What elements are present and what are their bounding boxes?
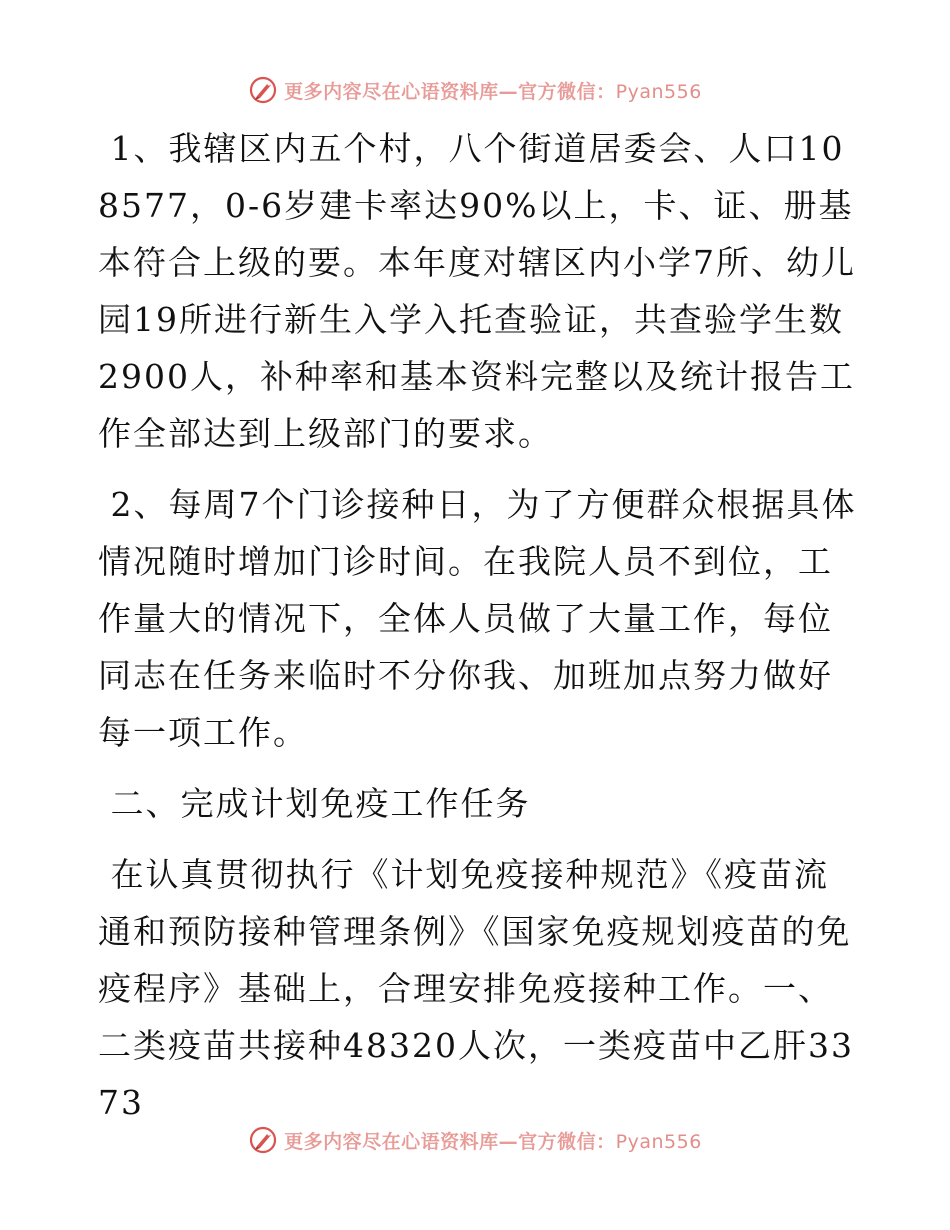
watermark-wechat-id: Pyan556 bbox=[615, 80, 702, 103]
section-heading: 二、完成计划免疫工作任务 bbox=[98, 784, 531, 823]
watermark-text: 更多内容尽在心语资料库—官方微信：Pyan556 bbox=[284, 1130, 702, 1153]
header-watermark bbox=[0, 72, 950, 108]
watermark-text: 更多内容尽在心语资料库—官方微信：Pyan556 bbox=[284, 80, 702, 103]
paragraph-1: 1、我辖区内五个村，八个街道居委会、人口108577，0-6岁建卡率达90%以上，卡、证、册基本符合上级的要。本年度对辖区内小学7所、幼儿园19所进行新生入学入托查验证，共查验学生数2900人，补种率和基本资料完整以及统计报告工作全部达到上级部门的要求。 bbox=[98, 129, 856, 453]
feather-pen-logo-icon bbox=[248, 1125, 278, 1155]
footer-watermark bbox=[0, 1122, 950, 1158]
feather-pen-logo-icon bbox=[248, 75, 278, 105]
paragraph-3: 在认真贯彻执行《计划免疫接种规范》《疫苗流通和预防接种管理条例》《国家免疫规划疫苗的免疫程序》基础上，合理安排免疫接种工作。一、二类疫苗共接种48320人次，一类疫苗中乙肝3373 bbox=[98, 855, 854, 1122]
document-body bbox=[98, 120, 858, 1145]
paragraph-2: 2、每周7个门诊接种日，为了方便群众根据具体情况随时增加门诊时间。在我院人员不到位，工作量大的情况下，全体人员做了大量工作，每位同志在任务来临时不分你我、加班加点努力做好每一项工作。 bbox=[98, 485, 857, 752]
watermark-wechat-id: Pyan556 bbox=[615, 1130, 702, 1153]
